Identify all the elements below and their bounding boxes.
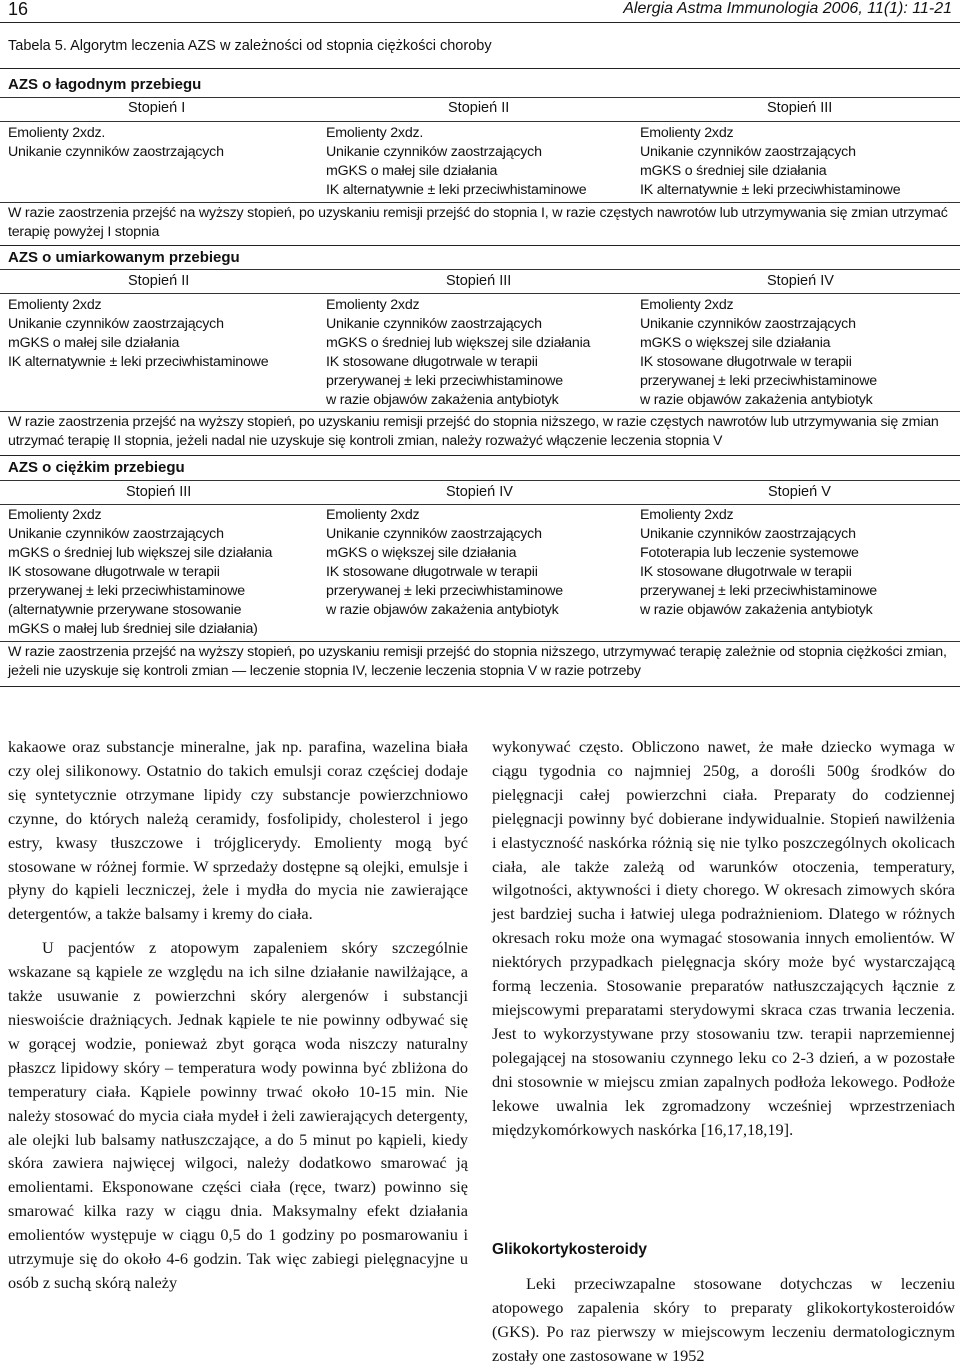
section-note: W razie zaostrzenia przejść na wyższy stopień, po uzyskaniu remisji przejść do stopnia I, w razie częstych nawrotów lub utrzymywania się zmian utrzymać terapię powyżej I stopnia [8,205,948,240]
section-note: W razie zaostrzenia przejść na wyższy stopień, po uzyskaniu remisji przejść do stopnia niższego, w razie częstych nawrotów lub utrzymywania się zmian utrzymać terapię II stopnia, jeżeli nadal nie uzyskuje się kontroli zmian, należy rozważyć włączenie leczenia stopnia V [8,414,939,449]
table-rule [0,202,960,203]
treatment-line: w razie objawów zakażenia antybiotyk [640,392,873,408]
table-rule [0,121,960,122]
stage-column [640,506,877,620]
stage-column [8,296,268,372]
section-title: AZS o umiarkowanym przebiegu [8,249,240,266]
treatment-line: przerywanej ± leki przeciwhistaminowe [640,373,877,389]
treatment-line: mGKS o małej lub średniej sile działania) [8,621,258,637]
treatment-line: mGKS o średniej sile działania [640,163,827,179]
stage-label: Stopień II [128,273,190,289]
treatment-line: przerywanej ± leki przeciwhistaminowe [326,583,563,599]
stage-label: Stopień III [126,484,192,500]
body-left-column [8,735,468,1295]
treatment-line: IK stosowane długotrwale w terapii [326,564,538,580]
treatment-line: Unikanie czynników zaostrzających [640,144,856,160]
stage-column [326,296,590,410]
stage-column [326,506,563,620]
table-rule [0,455,960,456]
treatment-line: Emolienty 2xdz. [8,125,106,141]
header-rule [0,22,960,23]
treatment-line: Unikanie czynników zaostrzających [326,144,542,160]
page-header [0,0,960,22]
treatment-line: mGKS o większej sile działania [640,335,831,351]
body-paragraph: kakaowe oraz substancje mineralne, jak np. parafina, wazelina biała czy olej silikonowy. Ostatnio do takich emulsji coraz częściej dodaje się syntetycznie otrzymane lipidy czy substancje powierzchniowo czynne, do których należą ceramidy, fosfolipidy, cholesterol i jego estry, kwasy tłuszczowe i trójglicerydy. Emolienty mogą być stosowane w różnej formie. W sprzedaży dostępne są olejki, emulsje i płyny do kąpieli leczniczej, żele i mydła do mycia nie zawierające detergentów, a także balsamy i kremy do ciała. [8,737,468,924]
table-rule [0,293,960,294]
treatment-line: Unikanie czynników zaostrzających [640,526,856,542]
table-rule [0,245,960,246]
stage-label: Stopień III [446,273,512,289]
treatment-line: Emolienty 2xdz [640,507,734,523]
treatment-line: mGKS o małej sile działania [8,335,180,351]
body-paragraph: wykonywać często. Obliczono nawet, że małe dziecko wymaga w ciągu tygodnia co najmniej 250g, a dorośli 500g środków do pielęgnacji całej powierzchni ciała. Preparaty do codziennej pielęgnacji powinny być dobierane indywidualnie. Stopień nawilżenia i elastyczność naskórka różnią się nie tylko poszczególnych okolicach ciała, ale także zależą od warunków otoczenia, temperatury, wilgotności, aktywności i diety chorego. W okresach zimowych skóra jest bardziej sucha i łatwiej ulega podrażnieniom. Dlatego w różnych okresach roku może ona wymagać stosowania innych emolientów. W niektórych przypadkach pielęgnacja skóry może być wystarczającą formą leczenia. Stosowanie preparatów natłuszczających łącznie z miejscowymi preparatami sterydowymi skraca czas trwania leczenia. Jest to wykorzystywane przy stosowaniu tzw. terapii naprzemiennej polegającej na stosowaniu czynnego leku co 2-3 dzień, a w pozostałe dni stosownie w miejscu zmian zapalnych podłoża lekowego. Podłoże lekowe uwalnia lek zgromadzony wcześniej wprzestrzeniach międzykomórkowych naskórka [16,17,18,19]. [492,737,955,1139]
treatment-line: w razie objawów zakażenia antybiotyk [326,602,559,618]
treatment-line: przerywanej ± leki przeciwhistaminowe [640,583,877,599]
table-rule [0,411,960,412]
stage-label: Stopień IV [446,484,513,500]
treatment-line: Emolienty 2xdz [640,297,734,313]
table-caption: Tabela 5. Algorytm leczenia AZS w zależności od stopnia ciężkości choroby [8,38,492,54]
stage-label: Stopień II [448,100,510,116]
table-rule [0,68,960,69]
treatment-line: przerywanej ± leki przeciwhistaminowe [8,583,245,599]
treatment-line: (alternatywnie przerywane stosowanie [8,602,242,618]
body-paragraph: U pacjentów z atopowym zapaleniem skóry szczególnie wskazane są kąpiele ze względu na ich silne działanie nawilżające, a także usuwanie z powierzchni skóry alergenów i substancji nieswoiście drażniących. Jednak kąpiele te nie powinny odbywać się w gorącej wodzie, ponieważ zbyt gorąca woda niszczy naturalny płaszcz lipidowy skóry – temperatura wody powinna być zbliżona do temperatury ciała. Kąpiele powinny trwać około 10-15 min. Nie należy stosować do mycia ciała mydeł i żeli zawierających detergenty, ale olejki lub balsamy natłuszczające, a do 5 minut po kąpieli, kiedy skóra zawiera najwięcej wilgoci, należy dodatkowo smarować ją emolientami. Eksponowane części ciała (ręce, twarz) powinno się smarować kilka razy w ciągu dnia. Maksymalny efekt działania emolientów występuje w ciągu 0,5 do 1 godziny po posmarowaniu i utrzymuje się do około 4-6 godzin. Tak więc zabiegi pielęgnacyjne u osób z suchą skórą należy [8,938,468,1292]
table-rule [0,686,960,687]
section-note: W razie zaostrzenia przejść na wyższy stopień, po uzyskaniu remisji przejść do stopnia niższego, utrzymywać terapię zależnie od stopnia ciężkości zmian, jeżeli nie uzyskuje się kontroli zmian — leczenie stopnia IV, leczenie leczenia stopnia V w razie potrzeby [8,644,947,679]
stage-label: Stopień I [128,100,186,116]
treatment-line: Emolienty 2xdz. [326,125,424,141]
body-right-column [492,735,955,1141]
stage-column [640,296,877,410]
treatment-line: mGKS o średniej lub większej sile działania [8,545,273,561]
treatment-line: mGKS o średniej lub większej sile działania [326,335,591,351]
treatment-line: IK stosowane długotrwale w terapii [326,354,538,370]
stage-label: Stopień III [767,100,833,116]
treatment-line: Emolienty 2xdz [326,297,420,313]
body-paragraph: Leki przeciwzapalne stosowane dotychczas w leczeniu atopowego zapalenia skóry to preparaty glikokortykosteroidów (GKS). Po raz pierwszy w miejscowym leczeniu dermatologicznym zostały one zastosowane w 1952 [492,1274,955,1365]
treatment-line: Emolienty 2xdz [8,297,102,313]
section-subheading: Glikokortykosteroidy [492,1241,648,1258]
treatment-line: przerywanej ± leki przeciwhistaminowe [326,373,563,389]
treatment-line: Emolienty 2xdz [8,507,102,523]
stage-label: Stopień V [768,484,831,500]
stage-column [8,506,272,639]
treatment-line: Unikanie czynników zaostrzających [8,144,224,160]
treatment-line: Unikanie czynników zaostrzających [8,526,224,542]
treatment-line: Emolienty 2xdz [326,507,420,523]
treatment-line: IK alternatywnie ± leki przeciwhistaminowe [8,354,269,370]
journal-citation: Alergia Astma Immunologia 2006, 11(1): 11-21 [623,0,952,17]
table-rule [0,641,960,642]
treatment-line: w razie objawów zakażenia antybiotyk [326,392,559,408]
treatment-line: Unikanie czynników zaostrzających [8,316,224,332]
stage-label: Stopień IV [767,273,834,289]
table-rule [0,97,960,98]
treatment-line: Emolienty 2xdz [640,125,734,141]
treatment-line: mGKS o większej sile działania [326,545,517,561]
treatment-line: Fototerapia lub leczenie systemowe [640,545,859,561]
treatment-line: IK alternatywnie ± leki przeciwhistaminowe [640,182,901,198]
treatment-line: IK stosowane długotrwale w terapii [8,564,220,580]
table-rule [0,504,960,505]
treatment-line: IK stosowane długotrwale w terapii [640,354,852,370]
treatment-line: Unikanie czynników zaostrzających [326,316,542,332]
treatment-line: IK alternatywnie ± leki przeciwhistaminowe [326,182,587,198]
table-rule [0,480,960,481]
page-number: 16 [8,0,29,19]
section-title: AZS o ciężkim przebiegu [8,459,185,476]
treatment-line: w razie objawów zakażenia antybiotyk [640,602,873,618]
stage-column [326,124,586,200]
treatment-line: Unikanie czynników zaostrzających [640,316,856,332]
table-rule [0,269,960,270]
stage-column [8,124,224,162]
stage-column [640,124,900,200]
treatment-line: mGKS o małej sile działania [326,163,498,179]
section-title: AZS o łagodnym przebiegu [8,76,202,93]
treatment-line: IK stosowane długotrwale w terapii [640,564,852,580]
treatment-line: Unikanie czynników zaostrzających [326,526,542,542]
